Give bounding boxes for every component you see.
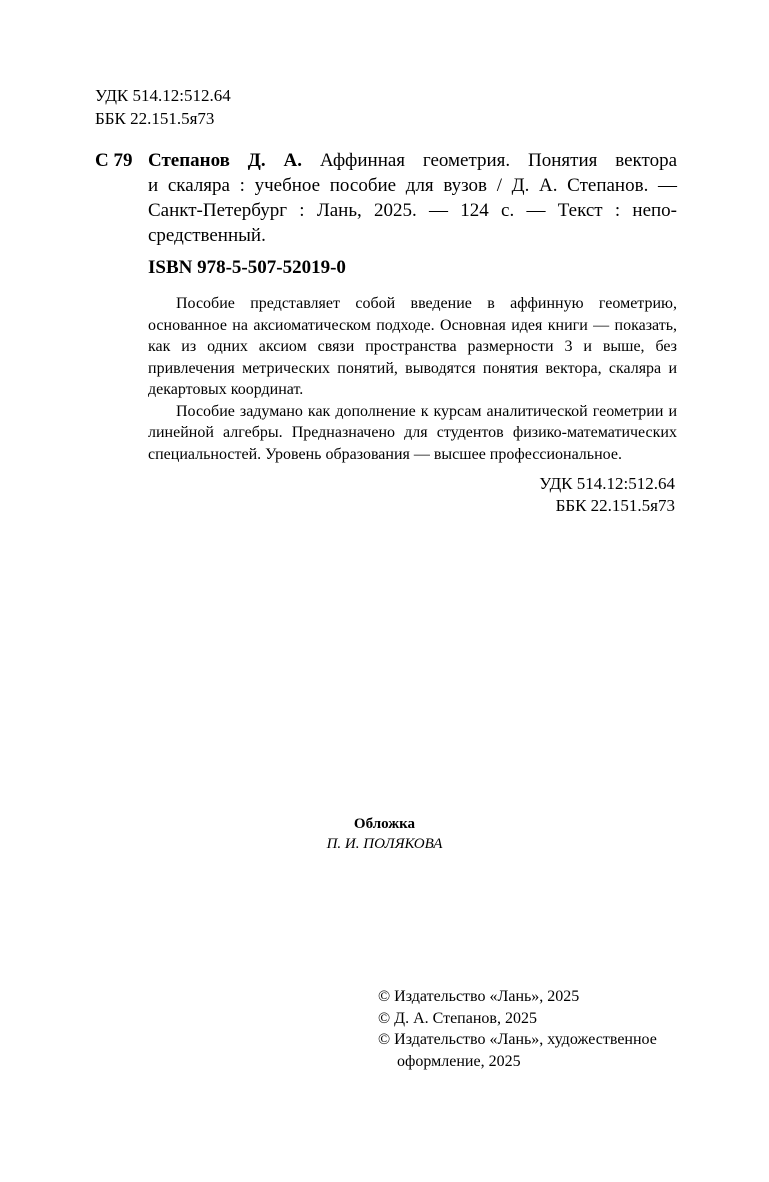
copyright-design: © Издательство «Лань», художественное [378,1031,657,1048]
udk-code-right: УДК 514.12:512.64 [539,474,675,493]
author-name: Степанов Д. А. [148,150,302,171]
isbn: ISBN 978-5-507-52019-0 [148,257,346,278]
header-classification [95,84,231,130]
annotation-paragraph-1: Пособие представляет собой введение в аффинную геометрию, основанное на аксиоматическом подходе. Основная идея книги — показать, как из одних аксиом связи пространства размерности 3 и выше, без привлечения метрических понятий, выводятся понятия вектора, скаляра и декартовых координат. [148,295,677,398]
annotation [148,293,677,465]
author-mark: С 79 [95,150,133,171]
copyright-author: © Д. А. Степанов, 2025 [378,1009,537,1027]
bbk-code-right: ББК 22.151.5я73 [555,496,675,515]
cover-label: Обложка [353,816,416,832]
title-line-4: средственный. [148,225,266,246]
copyright-design-cont: оформление, 2025 [397,1052,521,1070]
cover-designer: П. И. ПОЛЯКОВА [326,836,443,852]
bibliographic-text [148,148,677,248]
classification-codes [448,473,675,517]
annotation-paragraph-2: Пособие задумано как дополнение к курсам аналитической геометрии и линейной алгебры. Предназначено для студентов физико-математических специальностей. Уровень образования — высшее профессиональное. [148,402,677,463]
title-line-2: и скаляра : учебное пособие для вузов / Д. А. Степанов. — [148,175,677,196]
bibliographic-entry [95,148,677,248]
cover-credit [0,814,769,854]
copyright-publisher: © Издательство «Лань», 2025 [378,988,580,1005]
bbk-code: ББК 22.151.5я73 [95,109,215,128]
udk-code: УДК 514.12:512.64 [95,86,231,105]
title-line-3: Санкт-Петербург : Лань, 2025. — 124 с. — Текст : непо- [148,200,677,221]
title-line-1: Аффинная геометрия. Понятия вектора [319,150,678,171]
copyright-block [378,986,657,1072]
